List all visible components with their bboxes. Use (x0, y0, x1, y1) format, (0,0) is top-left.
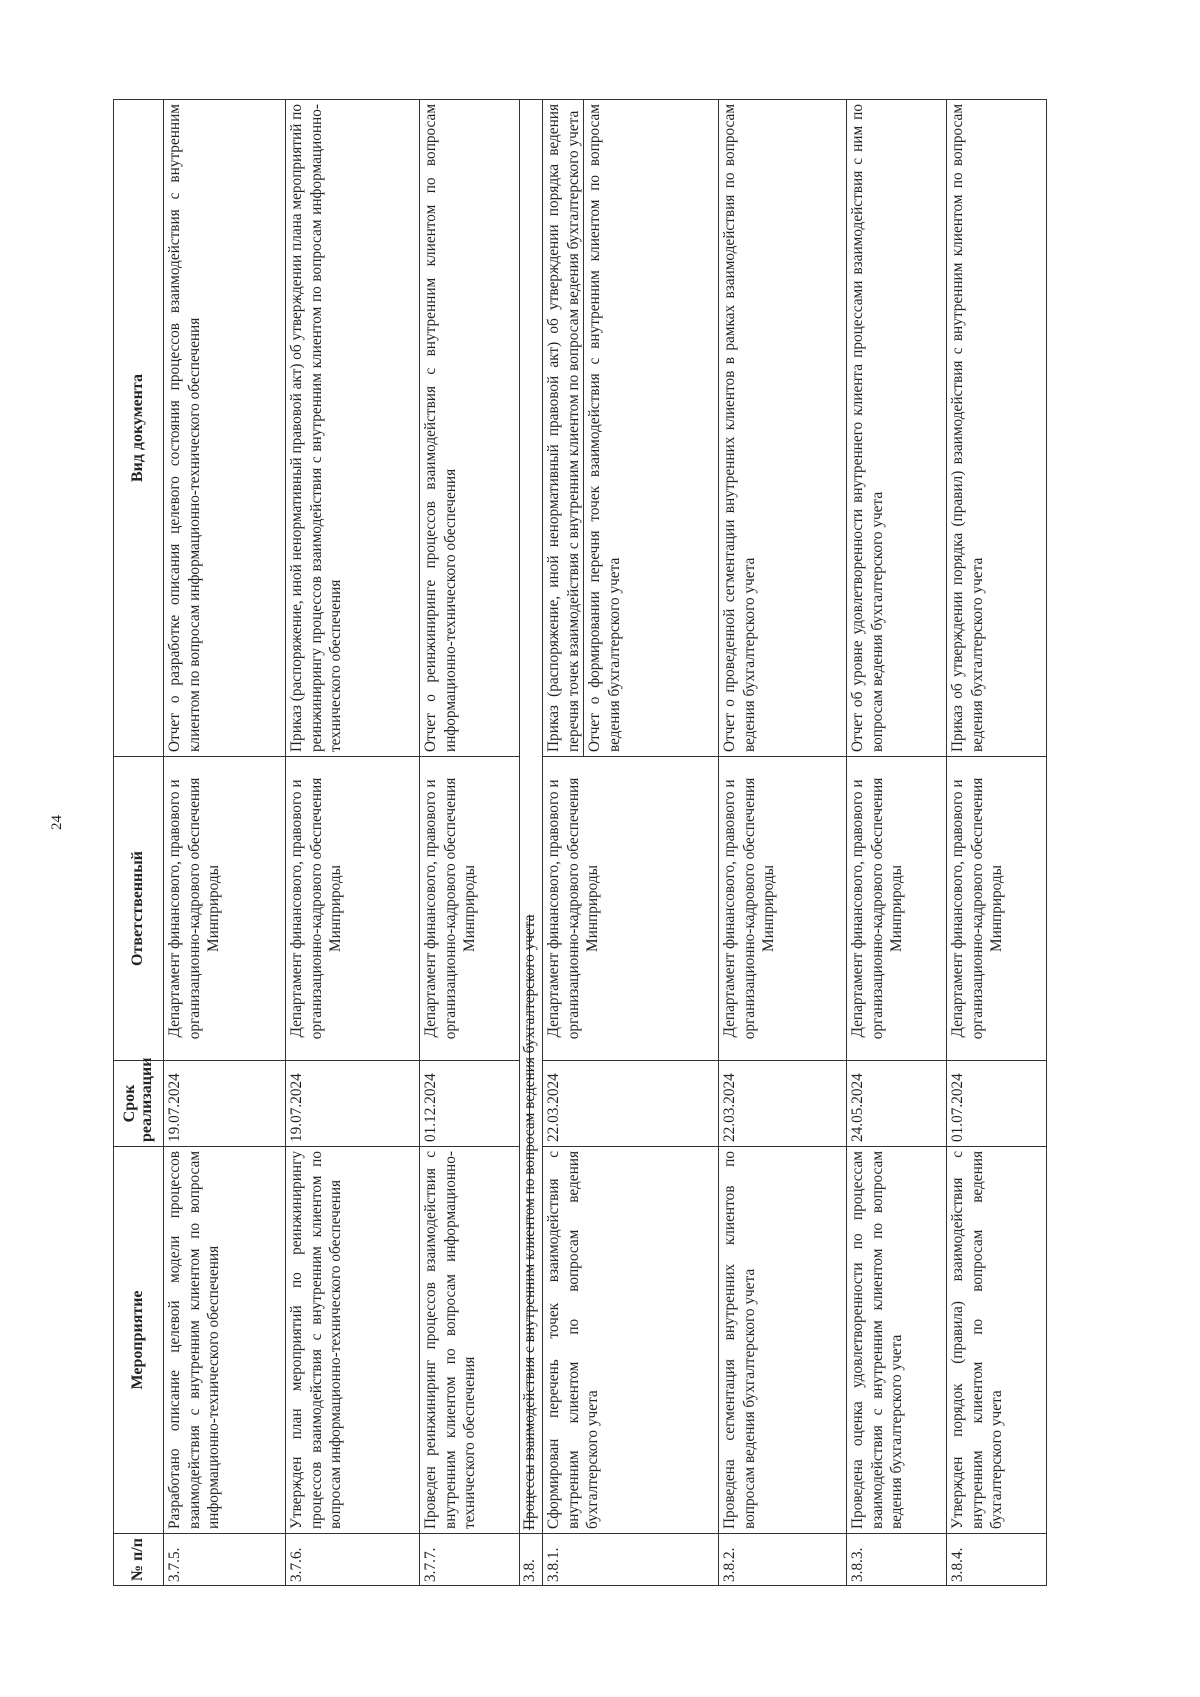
table-row (719, 100, 847, 1586)
plan-table (113, 99, 1047, 1586)
row-num: 3.7.7. (420, 1534, 520, 1586)
table-row (947, 100, 1047, 1586)
row-responsible: Департамент финансового, правового и организационно-кадрового обеспечения Минприроды (847, 757, 947, 1061)
row-event: Проведен реинжиниринг процессов взаимодействия с внутренним клиентом по вопросам информационно-технического обеспечения (420, 1147, 520, 1534)
row-doc: Отчет о проведенной сегментации внутренних клиентов в рамках взаимодействия по вопросам ведения бухгалтерского учета (719, 100, 847, 757)
header-event: Мероприятие (114, 1147, 164, 1534)
row-event: Сформирован перечень точек взаимодействия с внутренним клиентом по вопросам ведения бухгалтерского учета (543, 1147, 719, 1534)
row-event: Проведена сегментация внутренних клиентов по вопросам ведения бухгалтерского учета (719, 1147, 847, 1534)
row-deadline: 19.07.2024 (164, 1061, 286, 1147)
row-responsible: Департамент финансового, правового и организационно-кадрового обеспечения Минприроды (719, 757, 847, 1061)
row-responsible: Департамент финансового, правового и организационно-кадрового обеспечения Минприроды (164, 757, 286, 1061)
table-row (847, 100, 947, 1586)
row-doc: Отчет о разработке описания целевого состояния процессов взаимодействия с внутренним клиентом по вопросам информационно-технического обеспечения (164, 100, 286, 757)
row-num: 3.8.3. (847, 1534, 947, 1586)
row-deadline: 24.05.2024 (847, 1061, 947, 1147)
row-doc: Отчет об уровне удовлетворенности внутреннего клиента процессами взаимодействия с ним по вопросам ведения бухгалтерского учета (847, 100, 947, 757)
section-row (520, 100, 543, 1586)
section-num: 3.8. (520, 1534, 543, 1586)
row-deadline: 19.07.2024 (286, 1061, 420, 1147)
rotated-table-container (113, 100, 1113, 1586)
row-event: Утвержден порядок (правила) взаимодействия с внутренним клиентом по вопросам ведения бухгалтерского учета (947, 1147, 1047, 1534)
table-row (420, 100, 520, 1586)
table-row (164, 100, 286, 1586)
row-event: Разработано описание целевой модели процессов взаимодействия с внутренним клиентом по вопросам информационно-технического обеспечения (164, 1147, 286, 1534)
page-number: 24 (49, 815, 65, 830)
row-event: Проведена оценка удовлетворенности по процессам взаимодействия с внутренним клиентом по вопросам ведения бухгалтерского учета (847, 1147, 947, 1534)
header-doc: Вид документа (114, 100, 164, 757)
row-num: 3.8.1. (543, 1534, 719, 1586)
header-deadline: Срок реализации (114, 1061, 164, 1147)
row-doc: Отчет о реинжиниринге процессов взаимодействия с внутренним клиентом по вопросам информационно-технического обеспечения (420, 100, 520, 757)
row-responsible: Департамент финансового, правового и организационно-кадрового обеспечения Минприроды (420, 757, 520, 1061)
row-doc: Приказ (распоряжение, иной ненормативный правовой акт) об утверждении порядка ведения перечня точек взаимодействия с внутренним клиентом по вопросам ведения бухгалтерского учета (545, 104, 582, 752)
row-responsible: Департамент финансового, правового и организационно-кадрового обеспечения Минприроды (947, 757, 1047, 1061)
row-deadline: 01.07.2024 (947, 1061, 1047, 1147)
row-doc-cell (543, 100, 719, 757)
section-title: Процессы взаимодействия с внутренним клиентом по вопросам ведения бухгалтерского учета (520, 100, 543, 1534)
row-num: 3.7.5. (164, 1534, 286, 1586)
header-responsible: Ответственный (114, 757, 164, 1061)
row-num: 3.7.6. (286, 1534, 420, 1586)
table-row (543, 100, 719, 1586)
row-num: 3.8.2. (719, 1534, 847, 1586)
row-doc: Приказ (распоряжение, иной ненормативный правовой акт) об утверждении плана мероприятий по реинжинирингу процессов взаимодействия с внутренним клиентом по вопросам информационно-технического обеспечения (286, 100, 420, 757)
row-deadline: 01.12.2024 (420, 1061, 520, 1147)
header-num: № п/п (114, 1534, 164, 1586)
table-row (286, 100, 420, 1586)
row-deadline: 22.03.2024 (719, 1061, 847, 1147)
row-event: Утвержден план мероприятий по реинжинирингу процессов взаимодействия с внутренним клиентом по вопросам информационно-технического обеспечения (286, 1147, 420, 1534)
row-num: 3.8.4. (947, 1534, 1047, 1586)
row-deadline: 22.03.2024 (543, 1061, 719, 1147)
row-doc: Приказ об утверждении порядка (правил) взаимодействия с внутренним клиентом по вопросам ведения бухгалтерского учета (947, 100, 1047, 757)
table-header-row (114, 100, 164, 1586)
row-doc-secondary: Отчет о формировании перечня точек взаимодействия с внутренним клиентом по вопросам ведения бухгалтерского учета (583, 100, 625, 756)
row-responsible: Департамент финансового, правового и организационно-кадрового обеспечения Минприроды (543, 757, 719, 1061)
row-responsible: Департамент финансового, правового и организационно-кадрового обеспечения Минприроды (286, 757, 420, 1061)
